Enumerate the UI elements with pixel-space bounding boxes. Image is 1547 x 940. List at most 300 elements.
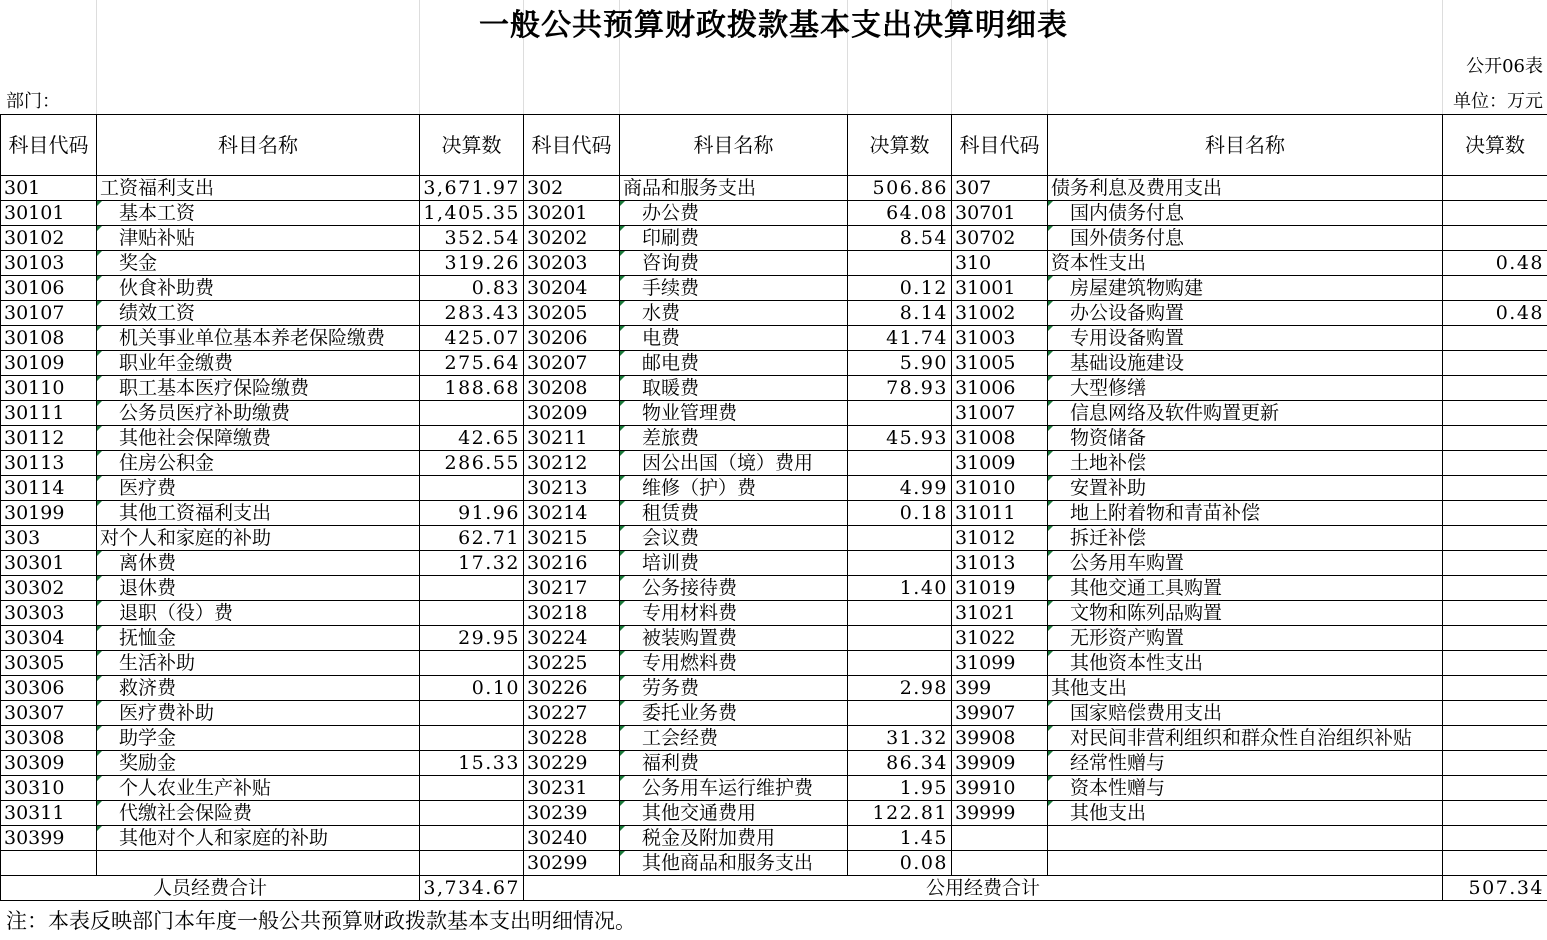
subject-name: 安置补助 <box>1048 476 1443 501</box>
subject-name <box>1048 851 1443 876</box>
subject-code: 30217 <box>524 576 620 601</box>
final-amount: 506.86 <box>848 176 952 201</box>
final-amount: 31.32 <box>848 726 952 751</box>
final-amount <box>420 776 524 801</box>
subject-code: 30111 <box>1 401 97 426</box>
subject-code: 30239 <box>524 801 620 826</box>
subject-name: 退职（役）费 <box>97 601 420 626</box>
column-header: 决算数 <box>848 115 952 176</box>
subject-code: 31005 <box>952 351 1048 376</box>
final-amount: 29.95 <box>420 626 524 651</box>
subject-code: 30102 <box>1 226 97 251</box>
table-row <box>1 551 1547 576</box>
table-row <box>1 376 1547 401</box>
subject-name: 租赁费 <box>620 501 848 526</box>
subject-name: 委托业务费 <box>620 701 848 726</box>
subject-code: 30206 <box>524 326 620 351</box>
subject-code: 30228 <box>524 726 620 751</box>
subject-name: 劳务费 <box>620 676 848 701</box>
final-amount: 42.65 <box>420 426 524 451</box>
subject-name: 津贴补贴 <box>97 226 420 251</box>
final-amount <box>420 651 524 676</box>
table-row <box>1 676 1547 701</box>
table-row <box>1 451 1547 476</box>
final-amount: 0.48 <box>1443 251 1547 276</box>
subject-name: 物业管理费 <box>620 401 848 426</box>
column-header: 科目名称 <box>97 115 420 176</box>
subject-code: 30225 <box>524 651 620 676</box>
subject-name: 资本性赠与 <box>1048 776 1443 801</box>
public-total-label: 公用经费合计 <box>524 876 1443 901</box>
subject-name: 奖励金 <box>97 751 420 776</box>
page-title: 一般公共预算财政拨款基本支出决算明细表 <box>479 8 1068 43</box>
subject-code: 30108 <box>1 326 97 351</box>
final-amount <box>1443 501 1547 526</box>
subject-code: 30299 <box>524 851 620 876</box>
subject-code: 30229 <box>524 751 620 776</box>
subject-code: 30203 <box>524 251 620 276</box>
column-header: 科目名称 <box>1048 115 1443 176</box>
table-row <box>1 701 1547 726</box>
final-amount <box>1443 751 1547 776</box>
final-amount: 17.32 <box>420 551 524 576</box>
subject-code: 30307 <box>1 701 97 726</box>
final-amount: 2.98 <box>848 676 952 701</box>
subject-name: 房屋建筑物购建 <box>1048 276 1443 301</box>
subject-name: 工资福利支出 <box>97 176 420 201</box>
subject-name: 咨询费 <box>620 251 848 276</box>
final-amount: 4.99 <box>848 476 952 501</box>
subject-name: 救济费 <box>97 676 420 701</box>
subject-name: 公务接待费 <box>620 576 848 601</box>
subject-code <box>952 851 1048 876</box>
subject-code: 301 <box>1 176 97 201</box>
subject-name: 取暖费 <box>620 376 848 401</box>
final-amount: 122.81 <box>848 801 952 826</box>
subject-code: 30106 <box>1 276 97 301</box>
subject-name: 国内债务付息 <box>1048 201 1443 226</box>
table-row <box>1 851 1547 876</box>
final-amount: 0.48 <box>1443 301 1547 326</box>
final-amount <box>1443 451 1547 476</box>
subject-code: 31006 <box>952 376 1048 401</box>
table-row <box>1 251 1547 276</box>
subject-name: 其他支出 <box>1048 676 1443 701</box>
subject-code: 30205 <box>524 301 620 326</box>
final-amount <box>1443 201 1547 226</box>
final-amount: 0.08 <box>848 851 952 876</box>
final-amount: 1,405.35 <box>420 201 524 226</box>
subject-name: 医疗费 <box>97 476 420 501</box>
subject-code: 31002 <box>952 301 1048 326</box>
final-amount <box>1443 801 1547 826</box>
table-row <box>1 351 1547 376</box>
subject-code: 30309 <box>1 751 97 776</box>
final-amount: 1.45 <box>848 826 952 851</box>
table-row <box>1 401 1547 426</box>
final-amount <box>848 626 952 651</box>
subject-name <box>97 851 420 876</box>
subject-code: 31099 <box>952 651 1048 676</box>
final-amount <box>848 526 952 551</box>
final-amount <box>848 251 952 276</box>
final-amount: 91.96 <box>420 501 524 526</box>
final-amount: 0.12 <box>848 276 952 301</box>
final-amount <box>1443 526 1547 551</box>
subject-name: 公务员医疗补助缴费 <box>97 401 420 426</box>
subject-name: 印刷费 <box>620 226 848 251</box>
final-amount <box>1443 851 1547 876</box>
personnel-total-label: 人员经费合计 <box>1 876 420 901</box>
column-header: 决算数 <box>420 115 524 176</box>
subject-name: 商品和服务支出 <box>620 176 848 201</box>
subject-code: 31022 <box>952 626 1048 651</box>
subject-code: 30215 <box>524 526 620 551</box>
subject-code: 30303 <box>1 601 97 626</box>
subject-code: 30226 <box>524 676 620 701</box>
subject-code: 30213 <box>524 476 620 501</box>
final-amount <box>1443 476 1547 501</box>
subject-name: 基本工资 <box>97 201 420 226</box>
subject-code: 31009 <box>952 451 1048 476</box>
subject-code: 30103 <box>1 251 97 276</box>
table-row <box>1 301 1547 326</box>
final-amount: 0.18 <box>848 501 952 526</box>
table-row <box>1 726 1547 751</box>
subject-code: 30211 <box>524 426 620 451</box>
subject-name: 基础设施建设 <box>1048 351 1443 376</box>
subject-code: 31008 <box>952 426 1048 451</box>
final-amount: 352.54 <box>420 226 524 251</box>
final-amount: 319.26 <box>420 251 524 276</box>
subject-name: 差旅费 <box>620 426 848 451</box>
table-row <box>1 651 1547 676</box>
subject-code: 30101 <box>1 201 97 226</box>
final-amount <box>420 701 524 726</box>
subject-code: 31011 <box>952 501 1048 526</box>
final-amount <box>848 401 952 426</box>
column-header: 科目代码 <box>1 115 97 176</box>
final-amount: 8.54 <box>848 226 952 251</box>
subject-code: 31012 <box>952 526 1048 551</box>
final-amount <box>1443 826 1547 851</box>
subject-name: 其他社会保障缴费 <box>97 426 420 451</box>
subject-code: 303 <box>1 526 97 551</box>
column-header: 科目代码 <box>524 115 620 176</box>
final-amount <box>1443 276 1547 301</box>
subject-code: 30701 <box>952 201 1048 226</box>
subject-name: 债务利息及费用支出 <box>1048 176 1443 201</box>
public-total-value: 507.34 <box>1443 876 1547 901</box>
subject-name: 无形资产购置 <box>1048 626 1443 651</box>
final-amount <box>420 576 524 601</box>
subject-code: 39910 <box>952 776 1048 801</box>
subject-name: 土地补偿 <box>1048 451 1443 476</box>
final-amount <box>1443 401 1547 426</box>
final-amount <box>1443 176 1547 201</box>
final-amount <box>1443 326 1547 351</box>
final-amount: 275.64 <box>420 351 524 376</box>
final-amount: 1.40 <box>848 576 952 601</box>
subject-name: 其他对个人和家庭的补助 <box>97 826 420 851</box>
subject-name: 被装购置费 <box>620 626 848 651</box>
final-amount <box>1443 426 1547 451</box>
final-amount <box>420 601 524 626</box>
subject-code: 30311 <box>1 801 97 826</box>
subject-name: 对个人和家庭的补助 <box>97 526 420 551</box>
final-amount: 8.14 <box>848 301 952 326</box>
final-amount <box>848 551 952 576</box>
subject-name: 国家赔偿费用支出 <box>1048 701 1443 726</box>
subject-code: 30114 <box>1 476 97 501</box>
final-amount <box>1443 726 1547 751</box>
subject-code: 30399 <box>1 826 97 851</box>
subject-code: 30214 <box>524 501 620 526</box>
subject-code: 310 <box>952 251 1048 276</box>
subject-name: 电费 <box>620 326 848 351</box>
table-row <box>1 326 1547 351</box>
subject-code: 30207 <box>524 351 620 376</box>
subject-code: 30109 <box>1 351 97 376</box>
table-row <box>1 526 1547 551</box>
final-amount: 188.68 <box>420 376 524 401</box>
final-amount <box>848 701 952 726</box>
table-row <box>1 776 1547 801</box>
subject-code: 31001 <box>952 276 1048 301</box>
column-header: 决算数 <box>1443 115 1547 176</box>
subject-code: 31007 <box>952 401 1048 426</box>
final-amount <box>848 601 952 626</box>
subject-name: 个人农业生产补贴 <box>97 776 420 801</box>
subject-code: 30216 <box>524 551 620 576</box>
subject-code: 31010 <box>952 476 1048 501</box>
subject-name: 税金及附加费用 <box>620 826 848 851</box>
subject-name: 绩效工资 <box>97 301 420 326</box>
final-amount: 425.07 <box>420 326 524 351</box>
subject-code: 39907 <box>952 701 1048 726</box>
table-row <box>1 176 1547 201</box>
subject-name: 代缴社会保险费 <box>97 801 420 826</box>
final-amount <box>420 726 524 751</box>
final-amount <box>1443 626 1547 651</box>
subject-name: 职工基本医疗保险缴费 <box>97 376 420 401</box>
table-row <box>1 501 1547 526</box>
final-amount <box>1443 776 1547 801</box>
final-amount: 283.43 <box>420 301 524 326</box>
subject-name: 公务用车购置 <box>1048 551 1443 576</box>
final-amount <box>848 451 952 476</box>
form-number: 公开06表 <box>1466 56 1543 77</box>
subject-name: 伙食补助费 <box>97 276 420 301</box>
table-row <box>1 601 1547 626</box>
final-amount: 62.71 <box>420 526 524 551</box>
subject-code: 302 <box>524 176 620 201</box>
subject-code: 31021 <box>952 601 1048 626</box>
subject-name: 大型修缮 <box>1048 376 1443 401</box>
final-amount <box>1443 376 1547 401</box>
final-amount <box>1443 551 1547 576</box>
subject-code: 31019 <box>952 576 1048 601</box>
subject-code: 30107 <box>1 301 97 326</box>
final-amount: 3,671.97 <box>420 176 524 201</box>
header-row <box>1 115 1547 176</box>
column-header: 科目名称 <box>620 115 848 176</box>
subject-code: 30301 <box>1 551 97 576</box>
subject-code: 30305 <box>1 651 97 676</box>
final-amount: 0.83 <box>420 276 524 301</box>
subject-code: 30227 <box>524 701 620 726</box>
subject-name: 物资储备 <box>1048 426 1443 451</box>
subject-name: 信息网络及软件购置更新 <box>1048 401 1443 426</box>
subject-name: 助学金 <box>97 726 420 751</box>
unit-label: 单位：万元 <box>1453 91 1543 112</box>
totals-row <box>1 876 1547 901</box>
subject-name: 住房公积金 <box>97 451 420 476</box>
subject-name: 办公设备购置 <box>1048 301 1443 326</box>
subject-code: 30112 <box>1 426 97 451</box>
subject-code: 30304 <box>1 626 97 651</box>
table-row <box>1 751 1547 776</box>
expenditure-table <box>0 114 1547 901</box>
subject-code: 30231 <box>524 776 620 801</box>
table-row <box>1 626 1547 651</box>
subject-name: 其他商品和服务支出 <box>620 851 848 876</box>
final-amount: 86.34 <box>848 751 952 776</box>
final-amount <box>1443 576 1547 601</box>
department-label: 部门： <box>6 91 60 112</box>
subject-name: 经常性赠与 <box>1048 751 1443 776</box>
subject-name: 专用设备购置 <box>1048 326 1443 351</box>
subject-code: 30702 <box>952 226 1048 251</box>
final-amount: 286.55 <box>420 451 524 476</box>
table-row <box>1 801 1547 826</box>
subject-name: 医疗费补助 <box>97 701 420 726</box>
subject-code: 31013 <box>952 551 1048 576</box>
final-amount: 78.93 <box>848 376 952 401</box>
table-row <box>1 826 1547 851</box>
subject-code: 30110 <box>1 376 97 401</box>
column-header: 科目代码 <box>952 115 1048 176</box>
subject-code: 39999 <box>952 801 1048 826</box>
final-amount <box>1443 676 1547 701</box>
subject-name: 其他交通费用 <box>620 801 848 826</box>
subject-name: 其他工资福利支出 <box>97 501 420 526</box>
subject-name: 机关事业单位基本养老保险缴费 <box>97 326 420 351</box>
final-amount: 0.10 <box>420 676 524 701</box>
subject-name: 其他资本性支出 <box>1048 651 1443 676</box>
subject-name: 抚恤金 <box>97 626 420 651</box>
table-row <box>1 476 1547 501</box>
subject-code: 30208 <box>524 376 620 401</box>
subject-code: 39909 <box>952 751 1048 776</box>
subject-code: 30218 <box>524 601 620 626</box>
subject-code: 30240 <box>524 826 620 851</box>
subject-code: 30224 <box>524 626 620 651</box>
subject-name: 维修（护）费 <box>620 476 848 501</box>
subject-code: 30202 <box>524 226 620 251</box>
subject-code: 307 <box>952 176 1048 201</box>
final-amount <box>420 851 524 876</box>
subject-code: 30306 <box>1 676 97 701</box>
subject-code: 30302 <box>1 576 97 601</box>
subject-name: 国外债务付息 <box>1048 226 1443 251</box>
subject-code: 30199 <box>1 501 97 526</box>
final-amount <box>1443 651 1547 676</box>
subject-code: 399 <box>952 676 1048 701</box>
final-amount <box>420 476 524 501</box>
final-amount: 41.74 <box>848 326 952 351</box>
subject-name: 专用燃料费 <box>620 651 848 676</box>
personnel-total-value: 3,734.67 <box>420 876 524 901</box>
final-amount <box>1443 601 1547 626</box>
table-row <box>1 226 1547 251</box>
final-amount <box>420 826 524 851</box>
final-amount: 5.90 <box>848 351 952 376</box>
subject-code: 30209 <box>524 401 620 426</box>
subject-code: 30212 <box>524 451 620 476</box>
final-amount <box>1443 351 1547 376</box>
subject-name: 对民间非营利组织和群众性自治组织补贴 <box>1048 726 1443 751</box>
subject-name: 文物和陈列品购置 <box>1048 601 1443 626</box>
subject-name: 资本性支出 <box>1048 251 1443 276</box>
table-row <box>1 426 1547 451</box>
final-amount: 64.08 <box>848 201 952 226</box>
final-amount <box>420 801 524 826</box>
subject-name: 工会经费 <box>620 726 848 751</box>
subject-code: 39908 <box>952 726 1048 751</box>
final-amount <box>848 651 952 676</box>
subject-code: 31003 <box>952 326 1048 351</box>
subject-name: 公务用车运行维护费 <box>620 776 848 801</box>
subject-name <box>1048 826 1443 851</box>
final-amount <box>420 401 524 426</box>
subject-name: 奖金 <box>97 251 420 276</box>
final-amount <box>1443 701 1547 726</box>
subject-name: 专用材料费 <box>620 601 848 626</box>
final-amount: 1.95 <box>848 776 952 801</box>
subject-code: 30308 <box>1 726 97 751</box>
subject-name: 办公费 <box>620 201 848 226</box>
table-row <box>1 276 1547 301</box>
final-amount <box>1443 226 1547 251</box>
final-amount: 45.93 <box>848 426 952 451</box>
subject-code: 30204 <box>524 276 620 301</box>
subject-code: 30113 <box>1 451 97 476</box>
subject-name: 培训费 <box>620 551 848 576</box>
subject-code: 30310 <box>1 776 97 801</box>
subject-name: 地上附着物和青苗补偿 <box>1048 501 1443 526</box>
subject-name: 福利费 <box>620 751 848 776</box>
table-row <box>1 576 1547 601</box>
subject-name: 水费 <box>620 301 848 326</box>
subject-name: 退休费 <box>97 576 420 601</box>
subject-code: 30201 <box>524 201 620 226</box>
subject-name: 拆迁补偿 <box>1048 526 1443 551</box>
footnote: 注：本表反映部门本年度一般公共预算财政拨款基本支出明细情况。 <box>6 909 636 933</box>
subject-code <box>952 826 1048 851</box>
subject-code <box>1 851 97 876</box>
subject-name: 因公出国（境）费用 <box>620 451 848 476</box>
subject-name: 生活补助 <box>97 651 420 676</box>
table-row <box>1 201 1547 226</box>
subject-name: 手续费 <box>620 276 848 301</box>
subject-name: 邮电费 <box>620 351 848 376</box>
subject-name: 其他支出 <box>1048 801 1443 826</box>
subject-name: 离休费 <box>97 551 420 576</box>
final-amount: 15.33 <box>420 751 524 776</box>
subject-name: 其他交通工具购置 <box>1048 576 1443 601</box>
subject-name: 会议费 <box>620 526 848 551</box>
